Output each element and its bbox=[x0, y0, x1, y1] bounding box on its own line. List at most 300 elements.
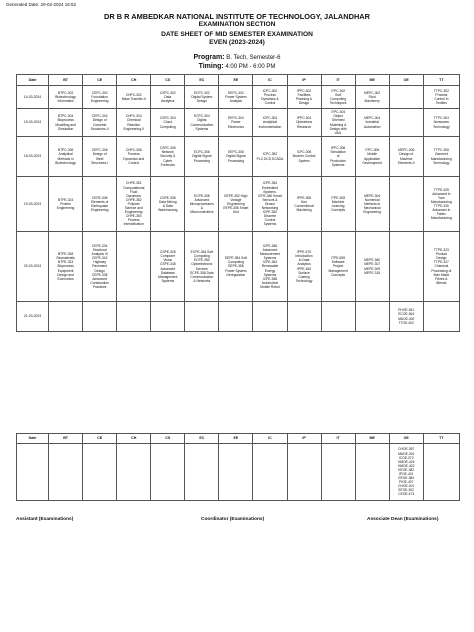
subject-line: ICPC-302 bbox=[262, 88, 278, 93]
subject-line: Systems bbox=[161, 278, 175, 283]
subject-line: MEPE-315 bbox=[364, 270, 381, 275]
associate-dean-signature: Associate Dean (Examinations) bbox=[367, 517, 439, 522]
subject-line: TTPE-323 bbox=[433, 248, 449, 253]
subject-line: MEPC-304 bbox=[364, 116, 381, 121]
datesheet-table-2 bbox=[16, 433, 460, 501]
subject-cell-ip bbox=[287, 109, 321, 137]
subject-line: ICPE-354 bbox=[262, 181, 278, 186]
subject-line: IPPC-306 bbox=[330, 146, 346, 151]
subject-line: Steel bbox=[95, 156, 104, 161]
subject-line: Processing bbox=[193, 158, 210, 163]
subject-line: Polymer bbox=[127, 201, 140, 206]
subject-line: Non bbox=[301, 199, 308, 204]
subject-line: Process bbox=[435, 92, 448, 97]
subject-line: Dynamics & bbox=[261, 97, 279, 101]
subject-line: Cloud bbox=[163, 120, 173, 125]
subject-line: Process bbox=[264, 92, 276, 97]
subject-line: EEPC-302 bbox=[228, 90, 244, 95]
subject-line: Structures-II bbox=[90, 126, 109, 131]
subject-line: Planning & bbox=[296, 97, 312, 101]
subject-cell-ip bbox=[287, 232, 321, 302]
subject-line: Fluid bbox=[368, 94, 376, 99]
subject-cell-oe bbox=[389, 177, 423, 232]
subject-line: IPPE-453 bbox=[296, 266, 312, 271]
subject-line: MAOE-402 bbox=[398, 316, 415, 321]
subject-line: Concepts bbox=[331, 208, 346, 213]
subject-line: BTPE-323 bbox=[57, 260, 74, 265]
subject-cell-me bbox=[355, 232, 389, 302]
subject-line: Dynamics bbox=[126, 193, 141, 198]
subject-line: Economics bbox=[57, 276, 74, 281]
subject-cell-ec bbox=[185, 109, 219, 137]
subject-line: TTPE-330 bbox=[433, 204, 449, 208]
subject-line: BTPE-324 bbox=[57, 197, 74, 202]
subject-line: Design bbox=[436, 256, 447, 261]
subject-cell-ch bbox=[117, 177, 151, 232]
subject-line: Energy bbox=[264, 268, 276, 273]
timing-label: Timing: bbox=[198, 63, 224, 70]
subject-line: ITPE-655 bbox=[331, 256, 346, 261]
subject-cell-ee bbox=[219, 86, 253, 109]
subject-cell-ee bbox=[219, 232, 253, 302]
subject-line: Nonwoven bbox=[433, 120, 450, 125]
subject-line: BTPC-304 bbox=[57, 114, 74, 119]
subject-cell-ic bbox=[253, 109, 287, 137]
subject-line: Intensification bbox=[123, 222, 144, 227]
subject-cell-ic bbox=[253, 302, 287, 332]
exam-date: 19-03-2024 bbox=[17, 177, 49, 232]
subject-cell-bt bbox=[49, 177, 83, 232]
table-row bbox=[17, 177, 460, 232]
datesheet-table bbox=[16, 74, 460, 332]
subject-line: Systems bbox=[263, 222, 277, 227]
subject-line: MEPC-306 bbox=[398, 148, 415, 153]
subject-line: Power bbox=[231, 120, 241, 125]
subject-line: Foundation bbox=[91, 94, 108, 99]
column-header-tt: TT bbox=[423, 434, 459, 444]
column-header-ip: IP bbox=[287, 75, 321, 86]
subject-line: CHPC-306 bbox=[125, 148, 142, 153]
subject-line: Software bbox=[331, 260, 345, 265]
subject-line: Engineering-II bbox=[123, 126, 144, 131]
subject-line: CHPE-351 bbox=[125, 181, 142, 186]
subject-line: ECPE-364 Soft bbox=[190, 250, 214, 255]
subject-line: Mobile bbox=[367, 152, 378, 157]
subject-line: Fabric bbox=[436, 212, 446, 217]
subject-line: EEPC-306 bbox=[228, 150, 244, 155]
subject-line: TTPE-327 bbox=[433, 260, 449, 265]
subject-cell-ip bbox=[287, 444, 321, 501]
subject-line: Mobile Robot bbox=[260, 284, 280, 289]
subject-line: Dynamics and bbox=[123, 156, 145, 161]
subject-line: Computer bbox=[160, 254, 176, 259]
exam-date: 18-03-2024 bbox=[17, 137, 49, 177]
subject-line: Fluid bbox=[130, 189, 138, 194]
subject-line: Pavement bbox=[92, 264, 108, 269]
subject-cell-me bbox=[355, 86, 389, 109]
subject-line: CHPE-352 bbox=[125, 197, 142, 202]
subject-line: ECOE-364 bbox=[398, 312, 415, 317]
subject-line: Measurement bbox=[259, 252, 281, 257]
subject-line: Analysis bbox=[229, 99, 243, 104]
subject-line: Development bbox=[362, 160, 382, 165]
subject-line: Digital System bbox=[191, 94, 213, 99]
subject-cell-tt bbox=[423, 444, 459, 501]
subject-line: Digital Signal bbox=[226, 154, 246, 159]
subject-line: Sensor bbox=[264, 201, 276, 206]
subject-line: PIOE-407 bbox=[398, 480, 414, 485]
subject-line: CSPC-302 bbox=[159, 90, 176, 95]
subject-cell-bt bbox=[49, 444, 83, 501]
subject-cell-tt bbox=[423, 86, 459, 109]
column-header-date: Date bbox=[17, 434, 49, 444]
subject-line: CSPC-306 bbox=[159, 146, 176, 151]
subject-cell-it bbox=[321, 86, 355, 109]
subject-line: Electronics bbox=[227, 124, 244, 129]
subject-line: Application bbox=[364, 156, 381, 161]
subject-line: CEOE-473 bbox=[398, 492, 415, 497]
subject-line: Warehousing bbox=[158, 208, 178, 213]
subject-line: Control bbox=[264, 101, 276, 106]
subject-cell-oe bbox=[389, 86, 423, 109]
institute-name: DR B R AMBEDKAR NATIONAL INSTITUTE OF TECHNOLOGY, JALANDHAR bbox=[104, 12, 370, 21]
subject-line: Advances in bbox=[432, 208, 451, 213]
subject-line: ECPC-306 bbox=[193, 150, 210, 155]
subject-cell-ee bbox=[219, 109, 253, 137]
subject-line: Grid bbox=[232, 210, 240, 215]
sheet-title: DATE SHEET OF MID SEMESTER EXAMINATION bbox=[161, 31, 313, 38]
subject-line: Embedded bbox=[261, 185, 278, 190]
subject-line: Systems bbox=[263, 256, 277, 261]
subject-cell-ee bbox=[219, 444, 253, 501]
column-header-cs: CS bbox=[151, 434, 185, 444]
subject-line: CEPC-304 bbox=[91, 114, 108, 119]
column-header-ch: CH bbox=[117, 434, 151, 444]
subject-cell-ec bbox=[185, 177, 219, 232]
subject-line: Instrumentation bbox=[258, 124, 282, 129]
subject-line: Design with bbox=[329, 126, 347, 131]
column-header-it: IT bbox=[321, 434, 355, 444]
subject-cell-tt bbox=[423, 109, 459, 137]
subject-line: Practices bbox=[92, 284, 107, 289]
session-title: EVEN (2023-2024) bbox=[209, 39, 265, 46]
subject-line: BTPC-302 bbox=[57, 90, 74, 95]
column-header-bt: BT bbox=[49, 75, 83, 86]
subject-line: Modelling and bbox=[55, 122, 76, 127]
column-header-ce: CE bbox=[83, 75, 117, 86]
subject-line: TTOE-402 bbox=[398, 320, 414, 325]
subject-cell-bt bbox=[49, 137, 83, 177]
subject-line: ICPC-352 bbox=[262, 152, 278, 157]
subject-line: Technology bbox=[433, 124, 450, 129]
subject-cell-cs bbox=[151, 86, 185, 109]
subject-line: ICPE-364 bbox=[262, 260, 278, 265]
section-name: EXAMINATION SECTION bbox=[198, 21, 276, 28]
subject-line: Communication bbox=[190, 274, 214, 279]
subject-line: Manufacturing bbox=[430, 156, 452, 161]
subject-line: Process bbox=[127, 152, 140, 157]
program-value: B. Tech, Semester-6 bbox=[226, 55, 281, 61]
subject-line: PLC,DCS,SCADA bbox=[256, 156, 284, 161]
subject-line: Machinery bbox=[364, 99, 380, 104]
subject-cell-ec bbox=[185, 232, 219, 302]
generated-date: Generated Date: 20-02-2024 16:52 bbox=[6, 2, 77, 7]
subject-line: Computational bbox=[123, 185, 145, 190]
subject-line: Blends bbox=[436, 280, 447, 285]
subject-cell-cs bbox=[151, 232, 185, 302]
subject-line: Numerical bbox=[364, 197, 380, 202]
subject-line: IPPE-470 bbox=[296, 250, 312, 255]
table-row bbox=[17, 86, 460, 109]
subject-line: Yarn bbox=[438, 195, 445, 200]
subject-line: ICPE-362 bbox=[262, 210, 278, 215]
subject-cell-tt bbox=[423, 177, 459, 232]
subject-line: Design and bbox=[57, 272, 74, 277]
subject-line: CSPC-304 bbox=[159, 116, 176, 121]
subject-line: Analytics bbox=[297, 262, 311, 267]
exam-date: 14-03-2024 bbox=[17, 86, 49, 109]
subject-cell-ec bbox=[185, 137, 219, 177]
subject-line: CEPC-302 bbox=[91, 90, 108, 95]
subject-cell-oe bbox=[389, 232, 423, 302]
subject-line: Manufacturing bbox=[430, 199, 452, 204]
subject-cell-ec bbox=[185, 302, 219, 332]
subject-line: to Data bbox=[298, 258, 310, 263]
subject-line: Machine bbox=[399, 156, 413, 161]
subject-cell-date bbox=[17, 444, 49, 501]
subject-cell-it bbox=[321, 232, 355, 302]
subject-line: Sensors & bbox=[262, 197, 278, 202]
subject-cell-ic bbox=[253, 86, 287, 109]
subject-line: Digital bbox=[197, 118, 207, 123]
subject-line: Renewable bbox=[261, 264, 279, 269]
subject-line: CEPC-306 bbox=[91, 148, 108, 153]
subject-line: Construction bbox=[90, 280, 109, 285]
subject-line: Computing bbox=[193, 254, 210, 259]
subject-line: Control bbox=[264, 218, 276, 223]
subject-line: BTPC-306 bbox=[57, 148, 74, 153]
subject-line: Biomaterials bbox=[56, 256, 75, 261]
subject-cell-ec bbox=[185, 86, 219, 109]
subject-line: Simulation bbox=[330, 150, 346, 155]
subject-line: HMOE-424 bbox=[397, 459, 415, 464]
subject-line: CEPE-338 bbox=[91, 272, 108, 277]
subject-line: Technology bbox=[295, 278, 313, 283]
subject-line: Analytical bbox=[262, 120, 278, 125]
subject-cell-ip bbox=[287, 86, 321, 109]
subject-line: Management bbox=[158, 274, 178, 279]
table-row bbox=[17, 232, 460, 302]
subject-line: Machining bbox=[296, 208, 312, 213]
subject-line: ITPC-306 bbox=[365, 148, 380, 153]
subject-line: Object bbox=[333, 114, 343, 119]
subject-cell-ch bbox=[117, 444, 151, 501]
subject-line: ICPC-304 bbox=[262, 116, 278, 121]
subject-line: MAOE-301 bbox=[398, 451, 415, 456]
subject-line: IPPE-308 bbox=[296, 195, 312, 200]
subject-line: ECPC-304 bbox=[193, 114, 210, 119]
subject-line: BTPE-328 bbox=[57, 252, 74, 257]
subject-line: EEPC-304 bbox=[228, 116, 244, 121]
subject-cell-cs bbox=[151, 302, 185, 332]
subject-line: PHOE-361 bbox=[398, 308, 415, 313]
subject-cell-ic bbox=[253, 232, 287, 302]
subject-cell-it bbox=[321, 177, 355, 232]
subject-line: EEOE-382 bbox=[398, 467, 415, 472]
subject-line: Manufacturing bbox=[430, 216, 452, 221]
subject-line: EEPE-354 Soft bbox=[224, 256, 247, 261]
subject-line: Modeling & bbox=[329, 122, 347, 127]
subject-cell-ic bbox=[253, 177, 287, 232]
subject-line: IPPC-304 bbox=[296, 116, 312, 121]
subject-line: Mass Transfer-II bbox=[121, 97, 146, 101]
subject-cell-it bbox=[321, 302, 355, 332]
subject-line: Elements of bbox=[90, 199, 109, 204]
subject-line: HMOE-422 bbox=[397, 463, 415, 468]
subject-line: Garment bbox=[434, 152, 448, 157]
subject-line: System bbox=[298, 158, 310, 163]
subject-line: IPPC-302 bbox=[296, 88, 312, 93]
subject-line: Surface bbox=[298, 270, 310, 275]
subject-line: Engineering bbox=[56, 206, 75, 211]
subject-cell-ch bbox=[117, 302, 151, 332]
column-header-oe: OE bbox=[389, 75, 423, 86]
column-header-ec: EC bbox=[185, 75, 219, 86]
subject-line: Analytics bbox=[161, 99, 175, 104]
subject-cell-it bbox=[321, 137, 355, 177]
subject-line: Operations bbox=[295, 120, 313, 125]
subject-line: Textiles bbox=[435, 101, 447, 106]
subject-line: & Networks bbox=[193, 278, 211, 283]
program-line bbox=[0, 54, 474, 61]
subject-line: Concrete bbox=[92, 122, 107, 127]
subject-cell-it bbox=[321, 444, 355, 501]
subject-line: Highway bbox=[93, 260, 106, 265]
column-header-ch: CH bbox=[117, 75, 151, 86]
subject-line: Industrial bbox=[365, 120, 379, 125]
subject-line: TTPE-329 bbox=[433, 187, 449, 192]
subject-cell-oe bbox=[389, 109, 423, 137]
subject-line: Introduction bbox=[295, 254, 313, 259]
subject-line: Systems bbox=[195, 126, 209, 131]
subject-line: MEPE-304 bbox=[364, 193, 381, 198]
subject-line: Processing of bbox=[431, 268, 452, 273]
subject-cell-ic bbox=[253, 137, 287, 177]
subject-line: BTOE-302 bbox=[398, 488, 414, 493]
subject-cell-it bbox=[321, 109, 355, 137]
subject-line: Conventional bbox=[294, 204, 314, 208]
subject-line: Elements-II bbox=[397, 160, 415, 165]
subject-line: Coating bbox=[298, 274, 310, 279]
subject-cell-ch bbox=[117, 86, 151, 109]
exam-date: 15-03-2024 bbox=[17, 109, 49, 137]
subject-cell-oe bbox=[389, 302, 423, 332]
subject-line: Earthquake bbox=[91, 204, 109, 208]
subject-line: Production bbox=[330, 158, 346, 163]
subject-line: Devices bbox=[195, 266, 208, 271]
subject-line: ICOE-372 bbox=[398, 455, 414, 460]
subject-line: Analytical bbox=[58, 152, 73, 157]
subject-line: CHPE-353 bbox=[125, 214, 142, 219]
subject-line: ECPE-358 Data bbox=[190, 270, 214, 275]
subject-line: CHOE-401 bbox=[398, 484, 415, 489]
table2-header-row bbox=[17, 434, 460, 444]
subject-line: Engineering bbox=[363, 210, 381, 215]
subject-cell-ce bbox=[83, 232, 117, 302]
subject-cell-ip bbox=[287, 137, 321, 177]
subject-cell-bt bbox=[49, 86, 83, 109]
subject-line: ITPC-304 bbox=[331, 110, 346, 115]
subject-line: Power System bbox=[225, 94, 247, 99]
subject-cell-bt bbox=[49, 302, 83, 332]
subject-cell-me bbox=[355, 177, 389, 232]
subject-line: EEOE-384 bbox=[398, 476, 415, 481]
column-header-tt: TT bbox=[423, 75, 459, 86]
subject-line: Technology bbox=[433, 160, 450, 165]
subject-line: Design bbox=[298, 101, 310, 106]
column-header-oe: OE bbox=[389, 434, 423, 444]
subject-line: Automotive bbox=[261, 280, 279, 285]
subject-line: Advanced in bbox=[432, 191, 451, 196]
subject-line: Engineering bbox=[90, 99, 109, 104]
subject-line: ICPE-366 bbox=[262, 276, 278, 281]
subject-line: & Data bbox=[162, 204, 173, 208]
subject-line: Computing bbox=[330, 97, 347, 101]
subject-line: Systems bbox=[331, 162, 345, 167]
subject-line: Microcontrollers bbox=[190, 210, 214, 215]
subject-cell-ch bbox=[117, 137, 151, 177]
subject-line: Chemical bbox=[434, 264, 449, 269]
exam-date: 21-03-2024 bbox=[17, 302, 49, 332]
subject-line: Concepts bbox=[331, 272, 346, 277]
subject-line: Science and bbox=[124, 206, 143, 211]
subject-line: Systems bbox=[263, 272, 277, 277]
subject-line: CEPE-342 bbox=[91, 256, 108, 261]
subject-line: CSPE-348 bbox=[159, 262, 176, 267]
subject-line: CHPC-304 bbox=[125, 114, 142, 119]
subject-line: Protein bbox=[60, 201, 71, 206]
subject-line: Communication bbox=[190, 122, 214, 127]
subject-cell-ce bbox=[83, 444, 117, 501]
subject-cell-ee bbox=[219, 137, 253, 177]
subject-cell-ch bbox=[117, 232, 151, 302]
subject-line: Advanced bbox=[92, 276, 107, 281]
subject-line: Computing bbox=[159, 124, 176, 129]
timing-value: 4:00 PM - 6:00 PM bbox=[225, 64, 276, 70]
column-header-bt: BT bbox=[49, 434, 83, 444]
subject-line: Forensics bbox=[160, 162, 175, 167]
subject-line: Design of bbox=[399, 152, 414, 157]
subject-line: ICPC-306 bbox=[296, 150, 312, 155]
subject-line: Power System bbox=[225, 268, 247, 273]
subject-line: Equipment bbox=[57, 268, 74, 273]
subject-cell-bt bbox=[49, 232, 83, 302]
subject-line: Systems, bbox=[263, 189, 277, 194]
assistant-signature: Assistant (Examinations) bbox=[16, 517, 74, 522]
timing-line bbox=[0, 63, 474, 70]
subject-line: Learning bbox=[331, 204, 345, 208]
subject-cell-ic bbox=[253, 444, 287, 501]
subject-cell-ce bbox=[83, 137, 117, 177]
table-row bbox=[17, 302, 460, 332]
table-header-row bbox=[17, 75, 460, 86]
subject-line: TTPC-304 bbox=[433, 116, 449, 121]
subject-line: Vision bbox=[163, 258, 173, 263]
subject-line: Bioprocess bbox=[57, 264, 74, 269]
subject-line: Control in bbox=[434, 97, 449, 101]
subject-line: Data bbox=[164, 94, 172, 99]
subject-line: Engineering bbox=[124, 210, 143, 215]
